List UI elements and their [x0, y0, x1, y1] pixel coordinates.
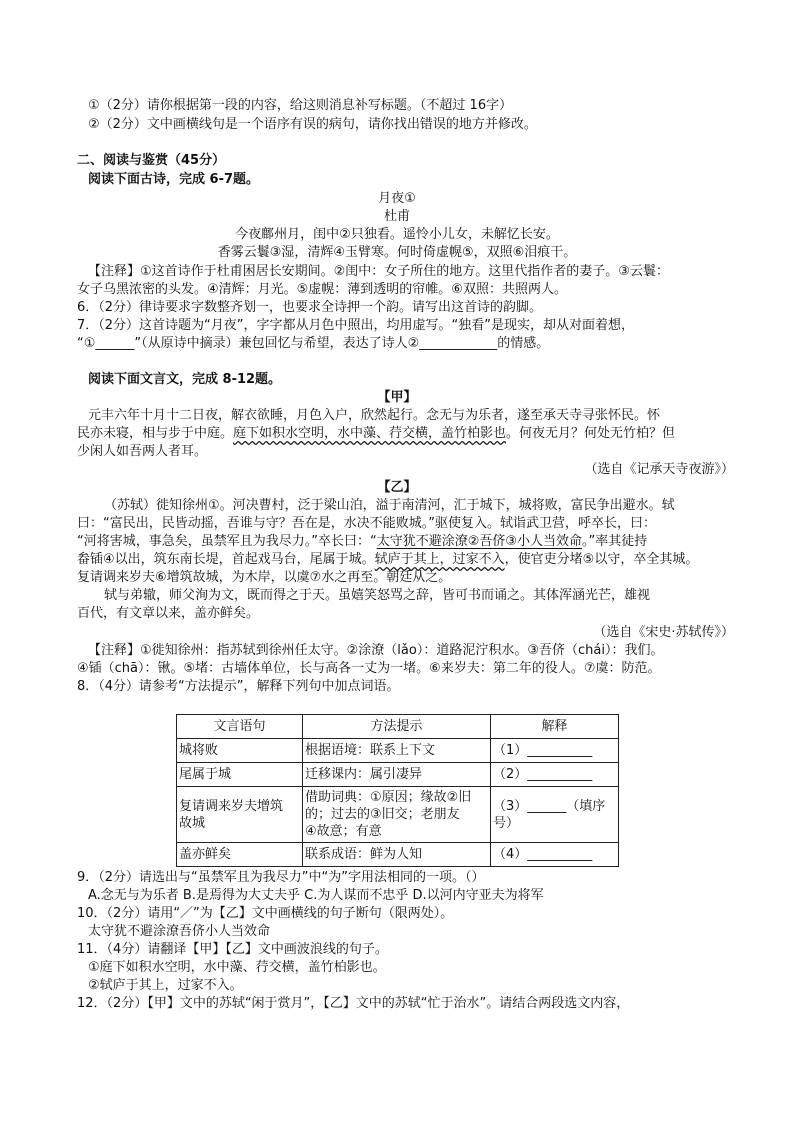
question-11: 11．（4分）请翻译【甲】【乙】文中画波浪线的句子。 [77, 942, 388, 957]
table-cell: 根据语境：联系上下文 [303, 739, 491, 763]
passage-yi-line-3 [77, 533, 647, 550]
yi-text: 。”率其徒持 [582, 534, 648, 549]
jia-text: 。何夜无月？何处无竹柏？但 [506, 426, 676, 441]
passage-yi-note-1: 【注释】①徙知徐州：指苏轼到徐州任太守。②涂潦（lǎo）：道路泥泞积水。③吾侪（chái）：我们。 [88, 643, 664, 658]
question-7-line-2: “①______”（从原诗中摘录）兼包回忆与希望，表达了诗人②____________的情感。 [77, 336, 550, 351]
method-table [176, 714, 619, 867]
yi-text: 畚锸④以出，筑东南长堤，首起戏马台，尾属于城。 [77, 552, 375, 567]
yi-underlined-sentence: 太守犹不避涂潦②吾侪③小人当效命 [376, 534, 583, 549]
poem-line-1: 今夜鄜州月，闺中②只独看。遥怜小儿女，未解忆长安。 [235, 227, 559, 242]
yi-wavy-sentence: 轼庐于其上，过家不入 [374, 552, 505, 567]
question-12: 12．（2分）【甲】文中的苏轼“闲于赏月”，【乙】文中的苏轼“忙于治水”。请结合两段选文内容， [77, 996, 630, 1011]
passage-yi-note-2: ④锸（chā）：锹。⑤堵：古墙体单位，长与高各一丈为一堵。⑥来岁夫：第二年的役人。⑦虞：防范。 [77, 661, 661, 676]
question-9-options: A.念无与为乐者 B.是焉得为大丈夫乎 C.为人谋而不忠乎 D.以河内守亚夫为将军 [88, 888, 544, 903]
table-cell [303, 787, 491, 843]
cell-line: 故城 [179, 815, 206, 831]
cell-line: 的；过去的③旧交；老朋友 [305, 807, 460, 822]
question-8: 8．（4分）请参考“方法提示”，解释下列句中加点词语。 [77, 679, 400, 694]
question-9: 9．（2分）请选出与“虽禁军且为我尽力”中“为”字用法相同的一项。（） [77, 870, 485, 885]
passage-yi-line-7: 百代，有文章以来，盖亦鲜矣。 [77, 606, 260, 621]
question-10-sentence: 太守犹不避涂潦吾侪小人当效命 [88, 924, 271, 939]
question-11-item-2: ②轼庐于其上，过家不入。 [88, 978, 243, 993]
table-row [177, 739, 619, 763]
passage-yi-line-4 [77, 551, 698, 568]
cell-line: （3）______（填序 [493, 798, 606, 814]
table-row [177, 763, 619, 787]
answer-blank[interactable]: （1）__________ [491, 739, 619, 763]
passage-jia-line-2 [77, 425, 675, 442]
passage-jia-source: （选自《记承天寺夜游》） [584, 462, 734, 477]
table-row [177, 843, 619, 867]
table-cell: 联系成语：鲜为人知 [303, 843, 491, 867]
passage-jia-label: 【甲】 [377, 390, 417, 405]
passage-jia-line-3: 少闲人如吾两人者耳。 [77, 444, 208, 459]
poem-line-2: 香雾云鬟③湿，清辉④玉臂寒。何时倚虚幌⑤，双照⑥泪痕干。 [217, 245, 577, 260]
answer-blank[interactable] [491, 787, 619, 843]
cell-line: 复请调来岁夫增筑 [179, 798, 284, 814]
question-10: 10．（2分）请用“／”为【乙】文中画横线的句子断句（限两处）。 [77, 906, 454, 921]
classical-instruction: 阅读下面文言文，完成 8-12题。 [88, 372, 282, 387]
cell-line: 借助词典：①原因；缘故②旧 [305, 790, 472, 805]
table-cell: 迁移课内：属引凄异 [303, 763, 491, 787]
yi-text: ，使官吏分堵⑤以守，卒全其城。 [504, 552, 699, 567]
poem-note-1: 【注释】①这首诗作于杜甫困居长安期间。②闺中：女子所住的地方。这里代指作者的妻子。③云鬟： [88, 264, 669, 279]
q5-item-2: ②（2分）文中画横线句是一个语序有误的病句，请你找出错误的地方并修改。 [88, 117, 537, 132]
jia-text: 民亦未寝，相与步于中庭。 [77, 426, 234, 441]
table-header-row [177, 715, 619, 739]
table-cell: 城将败 [177, 739, 303, 763]
table-cell: 盖亦鲜矣 [177, 843, 303, 867]
passage-yi-line-2: 曰：“富民出，民皆动摇，吾谁与守？吾在是，水决不能败城。”驱使复入。轼诣武卫营，呼卒长，曰： [77, 516, 656, 531]
jia-wavy-sentence: 庭下如积水空明，水中藻、荇交横，盖竹柏影也 [233, 426, 507, 441]
table-row [177, 787, 619, 843]
passage-yi-source: （选自《宋史·苏轼传》） [593, 625, 734, 640]
yi-text: “河将害城，事急矣，虽禁军且为我尽力。”卒长曰：“ [77, 534, 377, 549]
passage-yi-line-6: 轼与弟辙，师父洵为文，既而得之于天。虽嬉笑怒骂之辞，皆可书而诵之。其体浑涵光芒，雄视 [104, 588, 651, 603]
cell-line: ④故意；有意 [305, 824, 382, 839]
table-cell: 尾属于城 [177, 763, 303, 787]
poem-author: 杜甫 [383, 209, 410, 224]
table-header: 文言语句 [177, 715, 303, 739]
poem-note-2: 女子乌黑浓密的头发。④清辉：月光。⑤虚幌：薄到透明的帘帷。⑥双照：共照两人。 [77, 282, 567, 297]
passage-yi-line-5: 复请调来岁夫⑥增筑故城，为木岸，以虞⑦水之再至。朝廷从之。 [77, 570, 452, 585]
question-11-item-1: ①庭下如积水空明，水中藻、荇交横，盖竹柏影也。 [88, 960, 386, 975]
q5-item-1: ①（2分）请你根据第一段的内容，给这则消息补写标题。（不超过 16字） [88, 98, 513, 113]
poem-title: 月夜① [378, 191, 416, 206]
passage-yi-label: 【乙】 [377, 480, 417, 495]
table-cell [177, 787, 303, 843]
table-header: 方法提示 [303, 715, 491, 739]
question-7-line-1: 7．（2分）这首诗题为“月夜”，字字都从月色中照出，均用虚写。“独看”是现实，却从对面着想， [77, 318, 634, 333]
passage-jia-line-1: 元丰六年十月十二日夜，解衣欲睡，月色入户，欣然起行。念无与为乐者，遂至承天寺寻张怀民。怀 [88, 408, 661, 423]
question-6: 6．（2分）律诗要求字数整齐划一，也要求全诗押一个韵。请写出这首诗的韵脚。 [77, 300, 543, 315]
passage-yi-line-1: （苏轼）徙知徐州①。河决曹村，泛于梁山泊，溢于南清河，汇于城下，城将败，富民争出避水。轼 [104, 498, 675, 513]
answer-blank[interactable]: （2）__________ [491, 763, 619, 787]
section-heading: 二、阅读与鉴赏（45分） [77, 153, 226, 168]
poem-instruction: 阅读下面古诗，完成 6-7题。 [88, 172, 260, 187]
cell-line: 号） [493, 815, 520, 831]
answer-blank[interactable]: （4）__________ [491, 843, 619, 867]
table-header: 解释 [491, 715, 619, 739]
